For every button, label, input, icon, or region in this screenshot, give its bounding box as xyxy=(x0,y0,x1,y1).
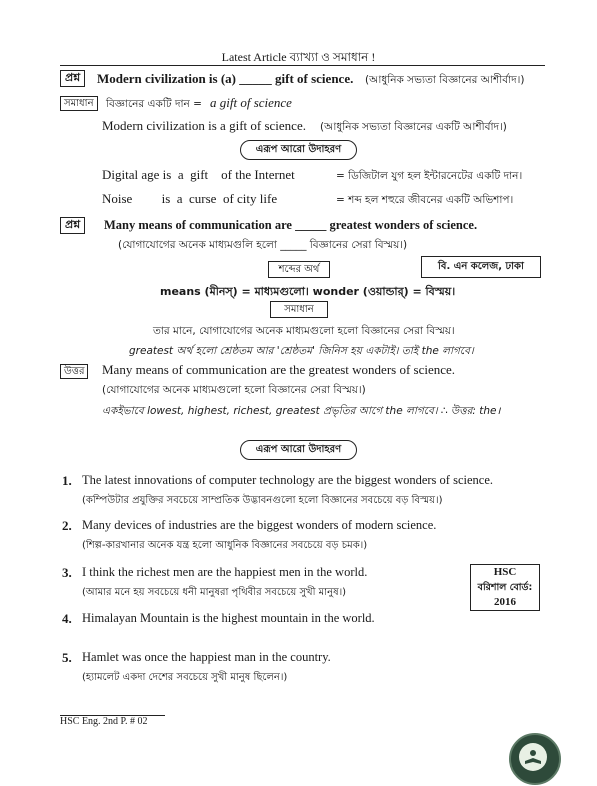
example-translation: (হ্যামলেট একদা দেশের সবচেয়ে সুখী মানুষ ছিলেন।) xyxy=(82,672,288,683)
answer-tag: উত্তর xyxy=(60,364,88,379)
solution-tag: সমাধান xyxy=(60,96,98,111)
header-divider xyxy=(60,65,545,66)
question-text-2: Many means of communication are _____ greatest wonders of science. xyxy=(104,218,478,232)
question-translation-2: (যোগাযোগের অনেক মাধ্যমগুলি হলো _____ বিজ্ঞানের সেরা বিস্ময়।) xyxy=(118,239,408,251)
example-sentence: Many devices of industries are the biggest wonders of modern science. xyxy=(82,518,437,532)
item-number: 4. xyxy=(62,611,72,626)
example-sentence: I think the richest men are the happiest men in the world. xyxy=(82,565,368,579)
example-translation: (শিল্প-কারখানার অনেক যন্ত্র হলো আধুনিক বিজ্ঞানের সবচেয়ে বড় চমক।) xyxy=(82,540,368,551)
page-footer: HSC Eng. 2nd P. # 02 xyxy=(60,715,165,727)
example-bn-1: = ডিজিটাল যুগ হল ইন্টারনেটের একটি দান। xyxy=(336,170,523,182)
question-tag: প্রশ্ন xyxy=(60,70,85,87)
board-name: বরিশাল বোর্ড: xyxy=(477,582,533,593)
solution-bn: বিজ্ঞানের একটি দান = xyxy=(106,98,202,110)
item-number: 2. xyxy=(62,518,72,533)
answer-text-2: Many means of communication are the greatest wonders of science. xyxy=(102,362,456,377)
rule-text: একইভাবে lowest, highest, richest, greatest প্রভৃতির আগে the লাগবে। ∴ উত্তর: the। xyxy=(102,405,501,417)
example-en-1: Digital age is a gift of the Internet xyxy=(102,167,295,182)
examples-heading: এরূপ আরো উদাহরণ xyxy=(240,140,357,160)
solution-line-2: greatest অর্থ হলো শ্রেষ্ঠতম আর 'শ্রেষ্ঠতম' জিনিস হয় একটাই। তাই the লাগবে। xyxy=(129,345,474,357)
solution-line-1: তার মানে, যোগাযোগের অনেক মাধ্যমগুলো হলো বিজ্ঞানের সেরা বিস্ময়। xyxy=(153,325,455,337)
answer-translation: (আধুনিক সভ্যতা বিজ্ঞানের একটি আশীর্বাদ।) xyxy=(320,121,507,133)
book-icon xyxy=(519,743,547,771)
source-badge: বি. এন কলেজ, ঢাকা xyxy=(421,256,541,278)
example-bn-2: = শব্দ হল শহুরে জীবনের একটি অভিশাপ। xyxy=(336,194,514,206)
examples-heading-2: এরূপ আরো উদাহরণ xyxy=(240,440,357,460)
solution-tag-2: সমাধান xyxy=(270,301,328,318)
question-tag-2: প্রশ্ন xyxy=(60,217,85,234)
logo-emblem xyxy=(519,743,547,771)
item-number: 3. xyxy=(62,565,72,580)
answer-text: Modern civilization is a gift of science. xyxy=(102,118,306,133)
example-translation: (আমার মনে হয় সবচেয়ে ধনী মানুষরা পৃথিবীর সবচেয়ে সুখী মানুষ।) xyxy=(82,587,347,598)
answer-translation-2: (যোগাযোগের অনেক মাধ্যমগুলো হলো বিজ্ঞানের সেরা বিস্ময়।) xyxy=(102,384,366,396)
board-badge xyxy=(470,564,540,611)
example-sentence: The latest innovations of computer technology are the biggest wonders of science. xyxy=(82,473,493,487)
page-header: Latest Article ব্যাখ্যা ও সমাধান ! xyxy=(221,50,376,64)
question-text: Modern civilization is (a) _____ gift of science. xyxy=(97,71,354,86)
solution-en: a gift of science xyxy=(210,95,292,110)
item-number: 1. xyxy=(62,473,72,488)
example-en-2: Noise is a curse of city life xyxy=(102,191,278,206)
example-translation: (কম্পিউটার প্রযুক্তির সবচেয়ে সাম্প্রতিক উদ্ভাবনগুলো হলো বিজ্ঞানের সবচেয়ে বড় বিস্ময়।) xyxy=(82,495,443,506)
example-sentence: Hamlet was once the happiest man in the country. xyxy=(82,650,331,664)
meaning-tag: শব্দের অর্থ xyxy=(268,261,330,278)
logo-icon xyxy=(509,733,561,785)
board-level: HSC xyxy=(493,566,517,578)
board-year: 2016 xyxy=(494,596,516,608)
word-meaning: means (মীনস্) = মাধ্যমগুলো। wonder (ওয়ান্ডার্) = বিস্ময়। xyxy=(160,285,456,298)
example-sentence: Himalayan Mountain is the highest mountain in the world. xyxy=(82,611,375,625)
item-number: 5. xyxy=(62,650,72,665)
question-translation: (আধুনিক সভ্যতা বিজ্ঞানের আশীর্বাদ।) xyxy=(365,74,525,86)
